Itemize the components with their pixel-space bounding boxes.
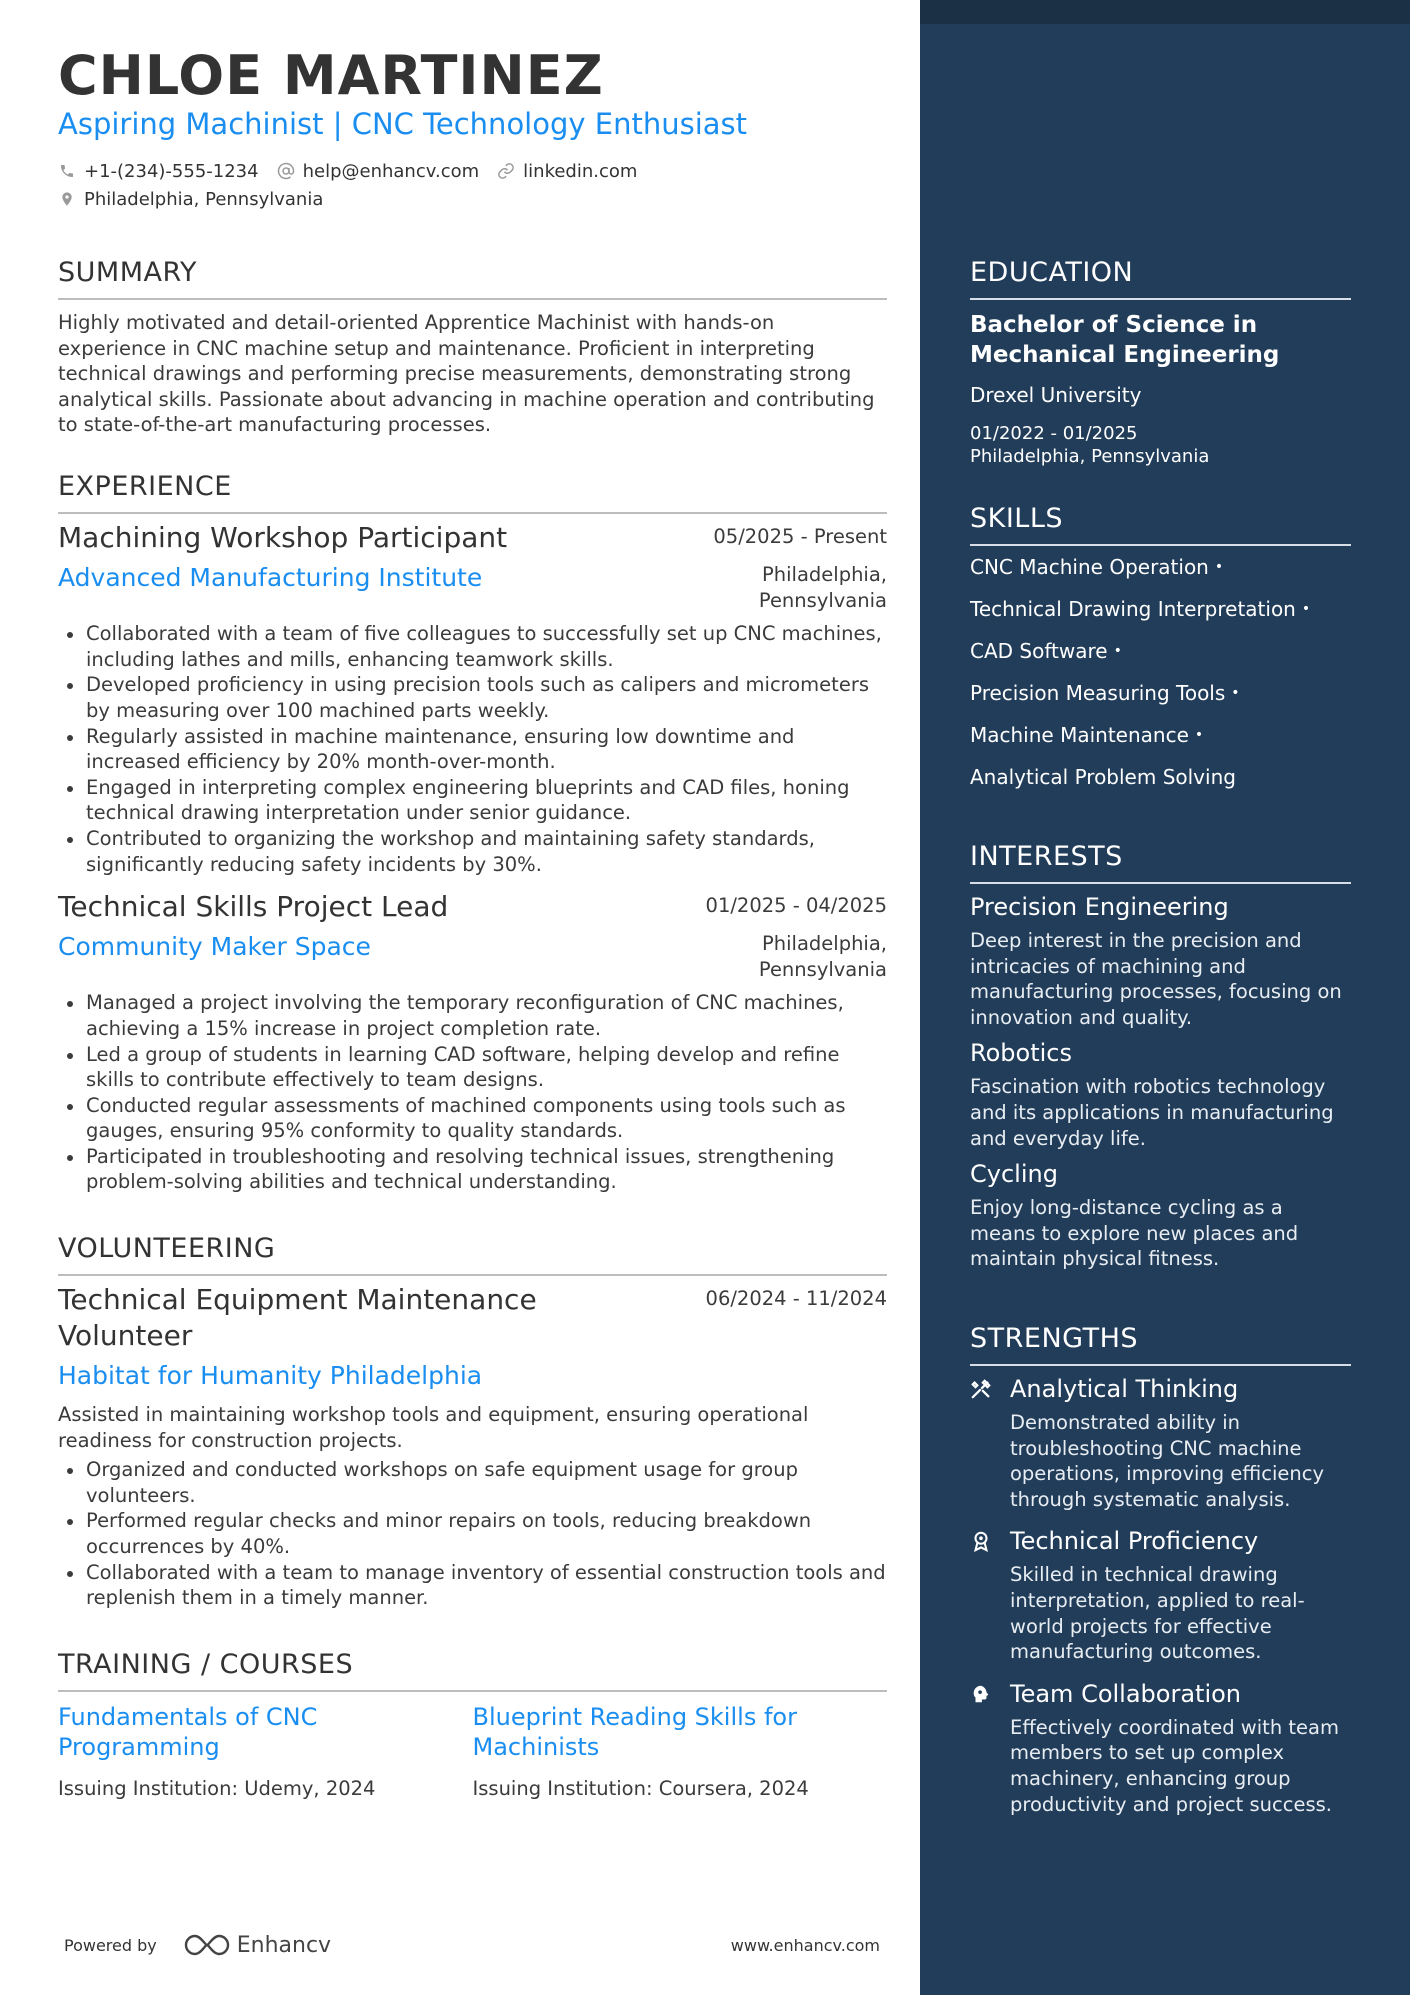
strength-item	[970, 1679, 1351, 1817]
volunteering-section	[58, 1232, 887, 1611]
strength-item	[970, 1374, 1351, 1512]
job-location	[759, 931, 887, 982]
skill-item	[970, 680, 1351, 722]
sidebar-top-bar	[920, 0, 1410, 24]
interest-description: Fascination with robotics technology and its applications in manufacturing and everyday life.	[970, 1075, 1334, 1150]
volunteer-description: Assisted in maintaining workshop tools and equipment, ensuring operational readiness for construction projects.	[58, 1403, 809, 1452]
separator-dot-icon: •	[1301, 601, 1311, 617]
education-location: Philadelphia, Pennsylvania	[970, 446, 1210, 467]
contact-info	[58, 158, 655, 214]
education-school: Drexel University	[970, 383, 1142, 407]
summary-text: Highly motivated and detail-oriented Apprentice Machinist with hands-on experience in CNC machine setup and maintenance. Proficient in interpreting technical drawings and performing precise measurements, demonstrating strong analytical skills. Passionate about advancing in machine operation and contributing to state-of-the-art manufacturing processes.	[58, 311, 875, 437]
interest-title: Precision Engineering	[970, 893, 1229, 921]
skill-item	[970, 554, 1351, 596]
course-name: Fundamentals of CNC Programming	[58, 1703, 318, 1761]
interests-section	[970, 840, 1351, 1272]
location-text: Philadelphia, Pennsylvania	[84, 188, 324, 210]
volunteer-bullets	[58, 1457, 887, 1611]
education-degree: Bachelor of Science in Mechanical Engineering	[970, 312, 1280, 368]
skill-label: Machine Maintenance	[970, 723, 1189, 747]
bullet-item: Regularly assisted in machine maintenance, ensuring low downtime and increased efficiency by 20% month-over-month.	[58, 724, 887, 775]
skill-item	[970, 764, 1351, 806]
course-entry	[473, 1702, 888, 1802]
skill-label: Analytical Problem Solving	[970, 765, 1236, 789]
email-contact[interactable]	[277, 161, 480, 182]
strength-description: Effectively coordinated with team members to set up complex machinery, enhancing group productivity and project success.	[1010, 1715, 1339, 1816]
interest-item	[970, 892, 1351, 1030]
job-bullets	[58, 990, 887, 1195]
job-location-line: Pennsylvania	[758, 588, 887, 612]
course-institution: Issuing Institution: Udemy, 2024	[58, 1777, 376, 1800]
job-entry	[58, 889, 887, 1195]
skill-label: Technical Drawing Interpretation	[970, 597, 1296, 621]
bullet-item: Contributed to organizing the workshop and maintaining safety standards, significantly reducing safety incidents by 30%.	[58, 826, 887, 877]
bullet-item: Collaborated with a team to manage inventory of essential construction tools and replenish them in a timely manner.	[58, 1560, 887, 1611]
skill-item	[970, 638, 1351, 680]
candidate-title: Aspiring Machinist | CNC Technology Enthusiast	[58, 107, 748, 141]
powered-by-label: Powered by	[64, 1935, 157, 1955]
strength-title: Technical Proficiency	[1010, 1527, 1259, 1556]
education-dates: 01/2022 - 01/2025	[970, 423, 1138, 444]
strength-title: Team Collaboration	[1010, 1679, 1242, 1708]
linkedin-contact[interactable]	[497, 161, 637, 182]
interest-title: Cycling	[970, 1160, 1058, 1189]
summary-heading: SUMMARY	[58, 256, 887, 300]
phone-text: +1-(234)-555-1234	[84, 160, 259, 182]
bullet-item: Engaged in interpreting complex engineering blueprints and CAD files, honing technical drawing interpretation under senior guidance.	[58, 775, 887, 826]
footer-url[interactable]: www.enhancv.com	[730, 1935, 880, 1955]
strengths-heading: STRENGTHS	[970, 1322, 1351, 1366]
tools-icon	[970, 1378, 992, 1400]
brain-icon	[970, 1683, 992, 1705]
summary-section	[58, 256, 887, 438]
brand-name: Enhancv	[236, 1932, 332, 1958]
job-location	[759, 562, 887, 613]
volunteer-organization: Habitat for Humanity Philadelphia	[58, 1361, 483, 1390]
separator-dot-icon: •	[1231, 685, 1240, 701]
skill-label: CNC Machine Operation	[970, 555, 1209, 579]
candidate-name: CHLOE MARTINEZ	[58, 44, 604, 107]
education-heading: EDUCATION	[970, 256, 1351, 300]
bullet-item: Conducted regular assessments of machined components using tools such as gauges, ensuring 95% conformity to quality standards.	[58, 1093, 887, 1144]
job-date: 05/2025 - Present	[713, 525, 887, 548]
infinity-logo-icon	[183, 1932, 231, 1958]
strengths-section	[970, 1322, 1351, 1817]
interest-item	[970, 1159, 1351, 1272]
strength-description: Demonstrated ability in troubleshooting CNC machine operations, improving efficiency through systematic analysis.	[1010, 1411, 1324, 1511]
bullet-item: Performed regular checks and minor repairs on tools, reducing breakdown occurrences by 40%.	[58, 1508, 887, 1559]
skills-heading: SKILLS	[970, 502, 1351, 546]
volunteer-date: 06/2024 - 11/2024	[705, 1287, 887, 1310]
training-heading: TRAINING / COURSES	[58, 1648, 887, 1692]
skills-section	[970, 502, 1351, 806]
phone-icon	[58, 162, 76, 180]
skill-item	[970, 596, 1351, 638]
course-name: Blueprint Reading Skills for Machinists	[472, 1703, 797, 1761]
job-location-line: Pennsylvania	[758, 957, 887, 981]
job-entry	[58, 520, 887, 877]
course-entry	[58, 1702, 473, 1802]
skill-label: CAD Software	[970, 639, 1108, 663]
strength-item	[970, 1526, 1351, 1664]
course-institution: Issuing Institution: Coursera, 2024	[472, 1777, 809, 1800]
interest-item	[970, 1038, 1351, 1151]
strength-description: Skilled in technical drawing interpretation, applied to real-world projects for effective manufacturing outcomes.	[1010, 1563, 1305, 1664]
link-icon	[497, 162, 515, 180]
bullet-item: Collaborated with a team of five colleagues to successfully set up CNC machines, including lathes and mills, enhancing teamwork skills.	[58, 621, 887, 672]
location-pin-icon	[58, 190, 76, 208]
job-organization: Community Maker Space	[58, 932, 371, 962]
interests-heading: INTERESTS	[970, 840, 1351, 884]
enhancv-logo[interactable]	[183, 1932, 331, 1958]
interest-title: Robotics	[970, 1039, 1072, 1068]
footer	[64, 1930, 880, 1960]
interest-description: Enjoy long-distance cycling as a means to explore new places and maintain physical fitness.	[970, 1196, 1299, 1271]
phone-contact[interactable]	[58, 161, 259, 182]
separator-dot-icon: •	[1214, 559, 1224, 575]
separator-dot-icon: •	[1194, 727, 1204, 743]
job-location-line: Philadelphia,	[762, 563, 887, 586]
bullet-item: Organized and conducted workshops on safe equipment usage for group volunteers.	[58, 1457, 887, 1508]
job-bullets	[58, 621, 887, 877]
job-location-line: Philadelphia,	[762, 932, 887, 956]
skill-label: Precision Measuring Tools	[970, 681, 1226, 705]
separator-dot-icon: •	[1113, 643, 1122, 659]
bullet-item: Developed proficiency in using precision tools such as calipers and micrometers by measuring over 100 machined parts weekly.	[58, 672, 887, 723]
job-title: Technical Skills Project Lead	[58, 890, 449, 924]
job-title: Machining Workshop Participant	[58, 521, 508, 554]
bullet-item: Led a group of students in learning CAD software, helping develop and refine skills to contribute effectively to team designs.	[58, 1042, 887, 1093]
award-icon	[970, 1530, 992, 1552]
job-organization: Advanced Manufacturing Institute	[58, 563, 483, 592]
volunteering-heading: VOLUNTEERING	[58, 1232, 887, 1276]
skill-item	[970, 722, 1351, 764]
education-section	[970, 256, 1351, 468]
linkedin-text: linkedin.com	[523, 160, 638, 182]
strength-title: Analytical Thinking	[1010, 1375, 1239, 1403]
training-section	[58, 1648, 887, 1802]
volunteer-title: Technical Equipment Maintenance Volunteer	[58, 1283, 537, 1352]
experience-section	[58, 470, 887, 1195]
email-text: help@enhancv.com	[302, 160, 480, 182]
at-icon	[277, 162, 295, 180]
experience-heading: EXPERIENCE	[58, 470, 887, 514]
bullet-item: Managed a project involving the temporary reconfiguration of CNC machines, achieving a 15% increase in project completion rate.	[58, 990, 887, 1041]
sidebar	[920, 0, 1410, 1995]
job-date: 01/2025 - 04/2025	[705, 894, 887, 918]
interest-description: Deep interest in the precision and intricacies of machining and manufacturing processes, focusing on innovation and quality.	[970, 929, 1342, 1029]
bullet-item: Participated in troubleshooting and resolving technical issues, strengthening problem-solving abilities and technical understanding.	[58, 1144, 887, 1195]
location-contact	[58, 189, 323, 210]
